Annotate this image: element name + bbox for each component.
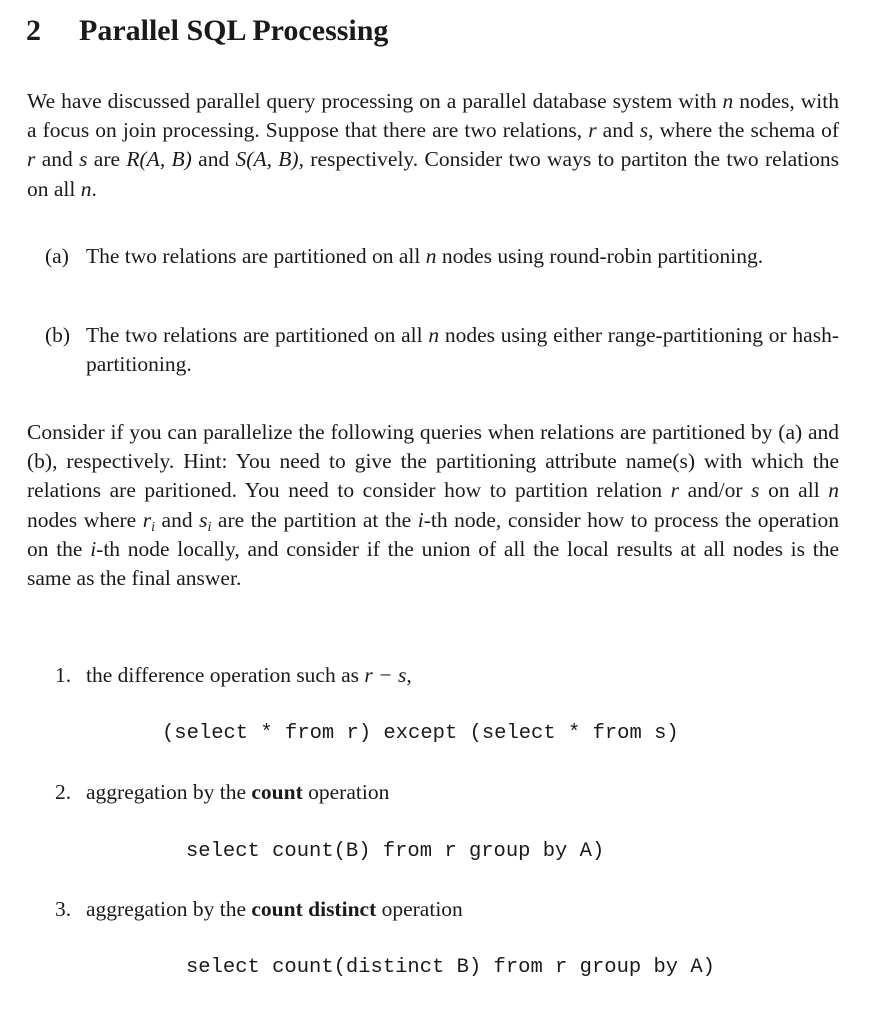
query-text: operation bbox=[376, 897, 463, 921]
section-title: Parallel SQL Processing bbox=[79, 14, 389, 47]
option-text: The two relations are partitioned on all bbox=[86, 323, 429, 347]
intro-text: and bbox=[35, 147, 80, 172]
partition-option-list bbox=[45, 321, 839, 379]
math-subscript: i bbox=[207, 519, 212, 535]
intro-text: nodes, with a focus on join processing. Suppose that there are two relations, bbox=[27, 89, 839, 143]
math-n: n bbox=[428, 323, 440, 347]
math-n: n bbox=[425, 244, 437, 268]
option-label: (a) bbox=[45, 244, 69, 268]
query-text: , bbox=[406, 663, 412, 687]
sql-code-2: select count(B) from r group by A) bbox=[186, 840, 605, 863]
intro-text: We have discussed parallel query processing on a parallel database system with bbox=[27, 89, 723, 113]
option-label: (b) bbox=[45, 323, 71, 347]
keyword-count-distinct: count distinct bbox=[251, 897, 377, 921]
math-r: r bbox=[670, 478, 680, 503]
hint-text: are the partition at the bbox=[211, 507, 418, 532]
hint-paragraph bbox=[27, 418, 839, 593]
intro-text: , respectively. Consider two ways to partiton the two relations on all bbox=[27, 147, 840, 201]
option-text: nodes using round-robin partitioning. bbox=[436, 244, 764, 268]
math-n: n bbox=[828, 478, 839, 503]
intro-text: and bbox=[596, 118, 640, 143]
query-item-1 bbox=[55, 661, 412, 690]
intro-text: are bbox=[87, 147, 127, 172]
hint-text: and bbox=[155, 507, 200, 532]
section-number: 2 bbox=[26, 14, 41, 47]
query-text: aggregation by the bbox=[86, 897, 252, 921]
hint-text: on all bbox=[759, 478, 829, 503]
math-base: r bbox=[142, 507, 152, 532]
math-s: s bbox=[79, 147, 88, 172]
section-heading bbox=[26, 14, 388, 48]
math-n: n bbox=[80, 176, 92, 201]
option-text: nodes using either range-partitioning or hash-partitioning. bbox=[86, 323, 839, 377]
query-item-2 bbox=[55, 778, 389, 807]
query-item-3 bbox=[55, 895, 463, 924]
intro-text: , where the schema of bbox=[648, 118, 839, 143]
math-s: s bbox=[639, 118, 649, 143]
schema-s: S(A, B) bbox=[235, 147, 299, 172]
schema-r: R(A, B) bbox=[126, 147, 192, 172]
option-text: The two relations are partitioned on all bbox=[86, 244, 426, 268]
hint-text: -th node, consider how to process the operation on the bbox=[27, 507, 839, 561]
intro-paragraph bbox=[27, 87, 839, 204]
query-number: 3. bbox=[55, 897, 72, 921]
math-r-i bbox=[142, 507, 156, 535]
partition-option-a bbox=[45, 242, 839, 271]
hint-text: -th node locally, and consider if the union of all the local results at all nodes is the same as the final answer. bbox=[27, 536, 839, 591]
math-i: i bbox=[417, 507, 424, 532]
partition-option-b bbox=[45, 321, 839, 379]
hint-text: nodes where bbox=[27, 507, 143, 532]
math-base: s bbox=[199, 507, 208, 532]
query-text: aggregation by the bbox=[86, 780, 252, 804]
intro-text: and bbox=[191, 147, 236, 172]
math-s: s bbox=[751, 478, 760, 503]
math-n: n bbox=[722, 89, 734, 113]
intro-text: . bbox=[91, 176, 97, 201]
hint-text: and/or bbox=[679, 478, 752, 503]
sql-code-1: (select * from r) except (select * from s) bbox=[162, 722, 679, 745]
keyword-count: count bbox=[251, 780, 303, 804]
math-subscript: i bbox=[151, 519, 156, 535]
partition-option-list bbox=[45, 242, 839, 271]
query-number: 2. bbox=[55, 780, 72, 804]
math-r: r bbox=[588, 118, 597, 143]
hint-text: Consider if you can parallelize the following queries when relations are partitioned by (a) and (b), respectively. Hint: You need to give the partitioning attribute name(s) with which the relations are paritioned. You need to consider how to partition relation bbox=[27, 420, 839, 503]
query-number: 1. bbox=[55, 663, 72, 687]
query-text: operation bbox=[302, 780, 390, 804]
math-i: i bbox=[90, 536, 97, 561]
math-expression: r − s bbox=[364, 663, 407, 687]
sql-code-3: select count(distinct B) from r group by A) bbox=[186, 956, 715, 979]
math-s-i bbox=[199, 507, 212, 535]
query-text: the difference operation such as bbox=[86, 663, 365, 687]
math-r: r bbox=[27, 147, 36, 172]
